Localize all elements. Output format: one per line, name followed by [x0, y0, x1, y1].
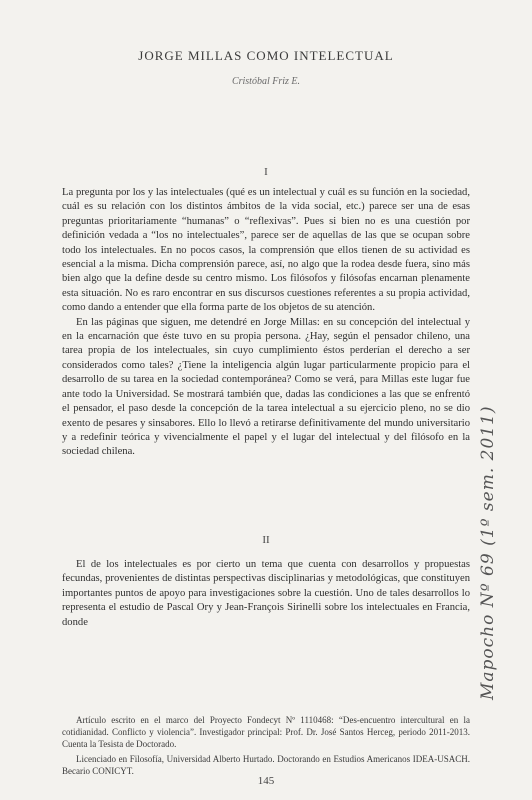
section-number-2: II: [262, 534, 270, 546]
article-title: JORGE MILLAS COMO INTELECTUAL: [138, 48, 394, 63]
section-number-1: I: [264, 166, 268, 178]
section-1-body: [62, 186, 470, 460]
page-number: 145: [257, 775, 275, 787]
section-2-body: [62, 558, 470, 630]
footnotes: [62, 714, 470, 780]
paragraph: En las páginas que siguen, me detendré en Jorge Millas: en su concepción del intelectual y en la encarnación que éste tuvo en su propia persona. ¿Hay, según el pensador chileno, una tarea propia de los intelectuales, sin cuyo cumplimiento éstos perderían el derecho a ser considerados como tales? ¿Tiene la inteligencia algún lugar particularmente propicio para el desarrollo de su tarea en la sociedad contemporánea? Como se verá, para Millas este lugar fue ante todo la Universidad. Se mostrará también que, dadas las condiciones a las que se enfrentó el pensador, el paso desde la concepción de la tarea intelectual a su ejercicio pleno, no se dio exento de pesares y sinsabores. Ello lo llevó a retirarse definitivamente del mundo universitario y a redefinir teórica y vivencialmente el papel y el lugar del intelectual y del filósofo en la sociedad chilena.: [62, 316, 470, 458]
footnote: Artículo escrito en el marco del Proyecto Fondecyt Nº 1110468: “Des-encuentro intercultural en la cotidianidad. Conflicto y violencia”. Investigador principal: Prof. Dr. José Santos Herceg, periodo 2011-2013. Cuenta la Tesista de Doctorado.: [62, 715, 470, 749]
article-author: Cristóbal Friz E.: [231, 76, 301, 87]
footnote: Licenciado en Filosofía, Universidad Alberto Hurtado. Doctorando en Estudios Americanos IDEA-USACH. Becario CONICYT.: [62, 754, 470, 776]
handwritten-annotation: Mapocho Nº 69 (1º sem. 2011): [478, 405, 498, 700]
paragraph: El de los intelectuales es por cierto un tema que cuenta con desarrollos y propuestas fecundas, provenientes de distintas perspectivas disciplinarias y metodológicas, que constituyen importantes puntos de apoyo para investigaciones sobre la cuestión. Uno de tales desarrollos lo representa el estudio de Pascal Ory y Jean-François Sirinelli sobre los intelectuales en Francia, donde: [62, 559, 470, 628]
paragraph: La pregunta por los y las intelectuales (qué es un intelectual y cuál es su función en la sociedad, cuál es su relación con los distintos ámbitos de la vida social, etc.) parece ser una de esas preguntas prioritariamente “humanas” o “reflexivas”. Pues si bien no es una cuestión por definición vedada a “los no intelectuales”, parece ser de aquellas de las que se ocupan sobre todo los intelectuales. En no pocos casos, la comprensión que ellos tienen de su actividad es esencial a la misma. Dicha comprensión parece, así, no algo que la rodea desde fuera, sino más bien algo que la define desde su centro mismo. Los filósofos y filósofas encarnan plenamente esta situación. No es raro encontrar en sus discursos cuestiones referentes a su propia actividad, como dando a entender que ella forma parte de los objetos de su atención.: [62, 187, 470, 314]
